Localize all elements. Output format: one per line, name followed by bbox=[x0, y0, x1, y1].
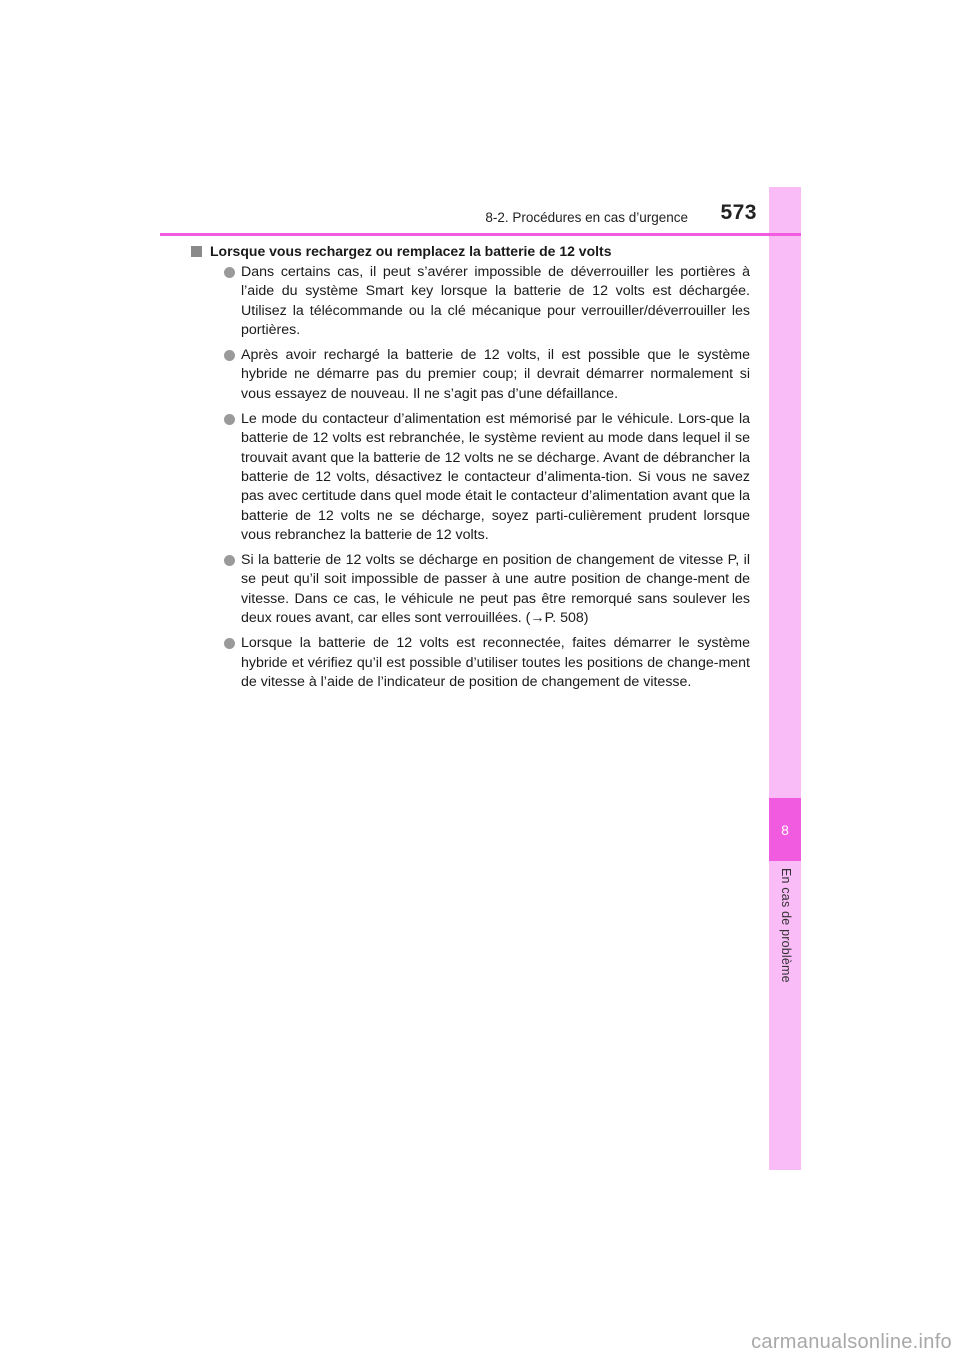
round-bullet-icon bbox=[224, 350, 235, 361]
section-title: 8-2. Procédures en cas d’urgence bbox=[485, 210, 688, 225]
list-item-text: Le mode du contacteur d’alimentation est mémorisé par le véhicule. Lors-que la batterie de 12 volts est rebranchée, le système revient au mode dans lequel il se trouvait avant que la batterie de 12 volts ne se décharge. Avant de débrancher la batterie de 12 volts, désactivez le contacteur d’alimenta-tion. Si vous ne savez pas avec certitude dans quel mode était le contacteur d’alimentation avant que la batterie de 12 volts ne se décharge, soyez parti-culièrement prudent lorsque vous rebranchez la batterie de 12 volts. bbox=[241, 411, 750, 543]
page-number: 573 bbox=[720, 201, 757, 224]
chapter-label: En cas de problème bbox=[779, 868, 793, 983]
list-item-text: Lorsque la batterie de 12 volts est reconnectée, faites démarrer le système hybride et vérifiez qu’il est possible d’utiliser toutes les positions de change-ment de vitesse à l’aide de l’indicateur de position de changement de vitesse. bbox=[241, 635, 750, 690]
chapter-number: 8 bbox=[769, 798, 801, 861]
round-bullet-icon bbox=[224, 267, 235, 278]
page-header bbox=[160, 200, 801, 233]
round-bullet-icon bbox=[224, 414, 235, 425]
round-bullet-icon bbox=[224, 555, 235, 566]
list-item bbox=[212, 634, 750, 692]
page-content bbox=[212, 241, 750, 698]
section-heading-text: Lorsque vous rechargez ou remplacez la batterie de 12 volts bbox=[210, 243, 612, 259]
square-bullet-icon bbox=[191, 246, 202, 257]
list-item-text: Si la batterie de 12 volts se décharge en position de changement de vitesse P, il se peut qu’il soit impossible de passer à une autre position de change-ment de vitesse. Dans ce cas, le véhicule ne peut pas être remorqué sans soulever les deux roues avant, car elles sont verrouillées. (→P. 508) bbox=[241, 552, 750, 627]
list-item bbox=[212, 551, 750, 628]
bullet-list bbox=[212, 263, 750, 692]
section-heading bbox=[210, 241, 750, 262]
list-item-text: Après avoir rechargé la batterie de 12 volts, il est possible que le système hybride ne démarre pas du premier coup; il devrait démarrer normalement si vous essayez de nouveau. Il ne s’agit pas d’une défaillance. bbox=[241, 347, 750, 402]
list-item bbox=[212, 263, 750, 340]
list-item bbox=[212, 346, 750, 404]
watermark: carmanualsonline.info bbox=[751, 1331, 952, 1353]
chapter-side-tab bbox=[769, 187, 801, 1170]
header-rule bbox=[160, 233, 801, 236]
list-item-text: Dans certains cas, il peut s’avérer impossible de déverrouiller les portières à l’aide du système Smart key lorsque la batterie de 12 volts est déchargée. Utilisez la télécommande ou la clé mécanique pour verrouiller/déverrouiller les portières. bbox=[241, 264, 750, 338]
list-item bbox=[212, 410, 750, 545]
round-bullet-icon bbox=[224, 638, 235, 649]
